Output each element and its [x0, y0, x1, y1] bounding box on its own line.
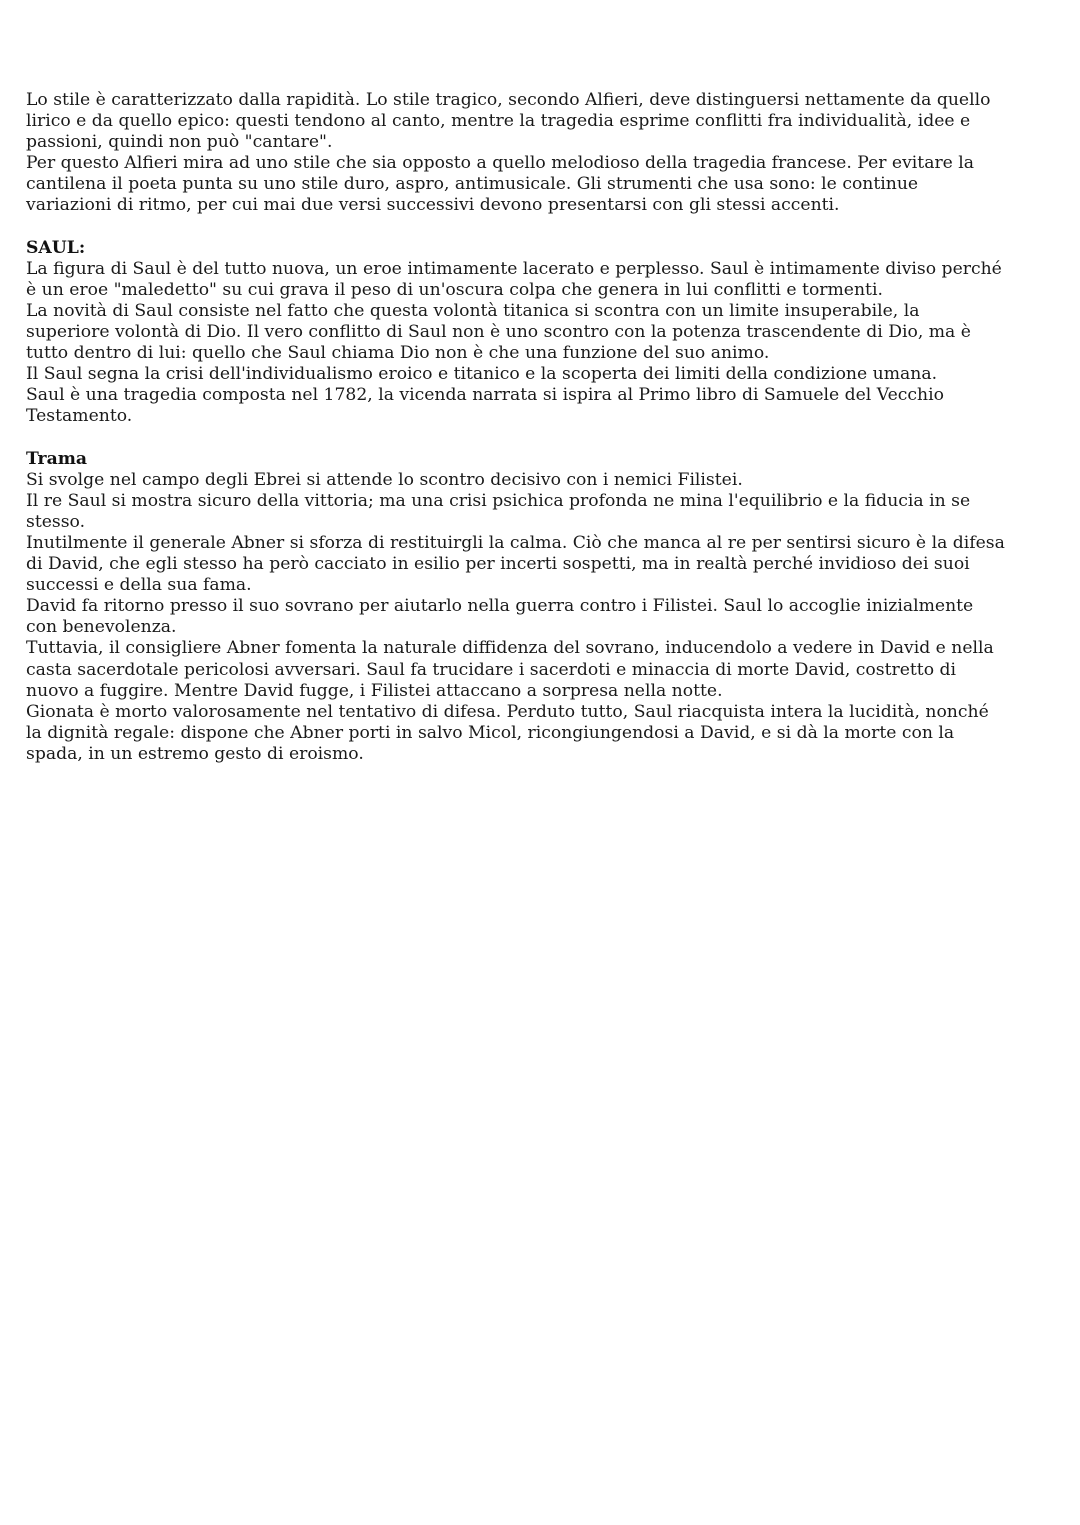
text-line: Per questo Alfieri mira ad uno stile che sia opposto a quello melodioso della tragedia francese. Per evitare la [26, 153, 975, 174]
text-line: stesso. [26, 511, 86, 532]
document-page [26, 90, 1056, 765]
text-line: Tuttavia, il consigliere Abner fomenta la naturale diffidenza del sovrano, inducendolo a vedere in David e nella [26, 638, 994, 659]
text-line: passioni, quindi non può "cantare". [26, 132, 333, 153]
text-line: successi e della sua fama. [26, 575, 252, 596]
text-line: La novità di Saul consiste nel fatto che questa volontà titanica si scontra con un limite insuperabile, la [26, 300, 920, 321]
text-line: la dignità regale: dispone che Abner porti in salvo Micol, ricongiungendosi a David, e si dà la morte con la [26, 722, 955, 743]
text-line: con benevolenza. [26, 617, 177, 638]
text-line: Il re Saul si mostra sicuro della vittoria; ma una crisi psichica profonda ne mina l'equilibrio e la fiducia in se [26, 490, 971, 511]
text-line: superiore volontà di Dio. Il vero conflitto di Saul non è uno scontro con la potenza trascendente di Dio, ma è [26, 322, 971, 343]
text-line: lirico e da quello epico: questi tendono al canto, mentre la tragedia esprime conflitti fra individualità, idee e [26, 111, 971, 132]
saul-section [26, 238, 1056, 428]
text-line: tutto dentro di lui: quello che Saul chiama Dio non è che una funzione del suo animo. [26, 343, 770, 364]
text-line: nuovo a fuggire. Mentre David fugge, i Filistei attaccano a sorpresa nella notte. [26, 680, 723, 701]
text-line: Lo stile è caratterizzato dalla rapidità. Lo stile tragico, secondo Alfieri, deve distinguersi nettamente da quello [26, 90, 991, 110]
text-line: spada, in un estremo gesto di eroismo. [26, 743, 364, 764]
text-line: Saul è una tragedia composta nel 1782, la vicenda narrata si ispira al Primo libro di Samuele del Vecchio [26, 385, 944, 406]
trama-heading: Trama [26, 448, 88, 469]
text-line: Si svolge nel campo degli Ebrei si attende lo scontro decisivo con i nemici Filistei. [26, 469, 743, 490]
paragraph-spacer [26, 217, 1056, 238]
trama-section [26, 449, 1056, 765]
text-line: casta sacerdotale pericolosi avversari. Saul fa trucidare i sacerdoti e minaccia di morte David, costretto di [26, 659, 957, 680]
text-line: Il Saul segna la crisi dell'individualismo eroico e titanico e la scoperta dei limiti della condizione umana. [26, 364, 938, 385]
intro-paragraph [26, 90, 1056, 217]
text-line: cantilena il poeta punta su uno stile duro, aspro, antimusicale. Gli strumenti che usa sono: le continue [26, 174, 919, 195]
saul-heading: SAUL: [26, 237, 86, 258]
text-line: è un eroe "maledetto" su cui grava il peso di un'oscura colpa che genera in lui conflitti e tormenti. [26, 279, 883, 300]
text-line: di David, che egli stesso ha però cacciato in esilio per incerti sospetti, ma in realtà perché invidioso dei suoi [26, 554, 970, 575]
paragraph-spacer [26, 428, 1056, 449]
text-line: David fa ritorno presso il suo sovrano per aiutarlo nella guerra contro i Filistei. Saul lo accoglie inizialmente [26, 596, 974, 617]
text-line: Inutilmente il generale Abner si sforza di restituirgli la calma. Ciò che manca al re per sentirsi sicuro è la difesa [26, 532, 1005, 553]
text-line: Testamento. [26, 406, 133, 427]
text-line: Gionata è morto valorosamente nel tentativo di difesa. Perduto tutto, Saul riacquista intera la lucidità, nonché [26, 701, 989, 722]
text-line: variazioni di ritmo, per cui mai due versi successivi devono presentarsi con gli stessi accenti. [26, 195, 840, 216]
text-line: La figura di Saul è del tutto nuova, un eroe intimamente lacerato e perplesso. Saul è intimamente diviso perché [26, 258, 1002, 279]
